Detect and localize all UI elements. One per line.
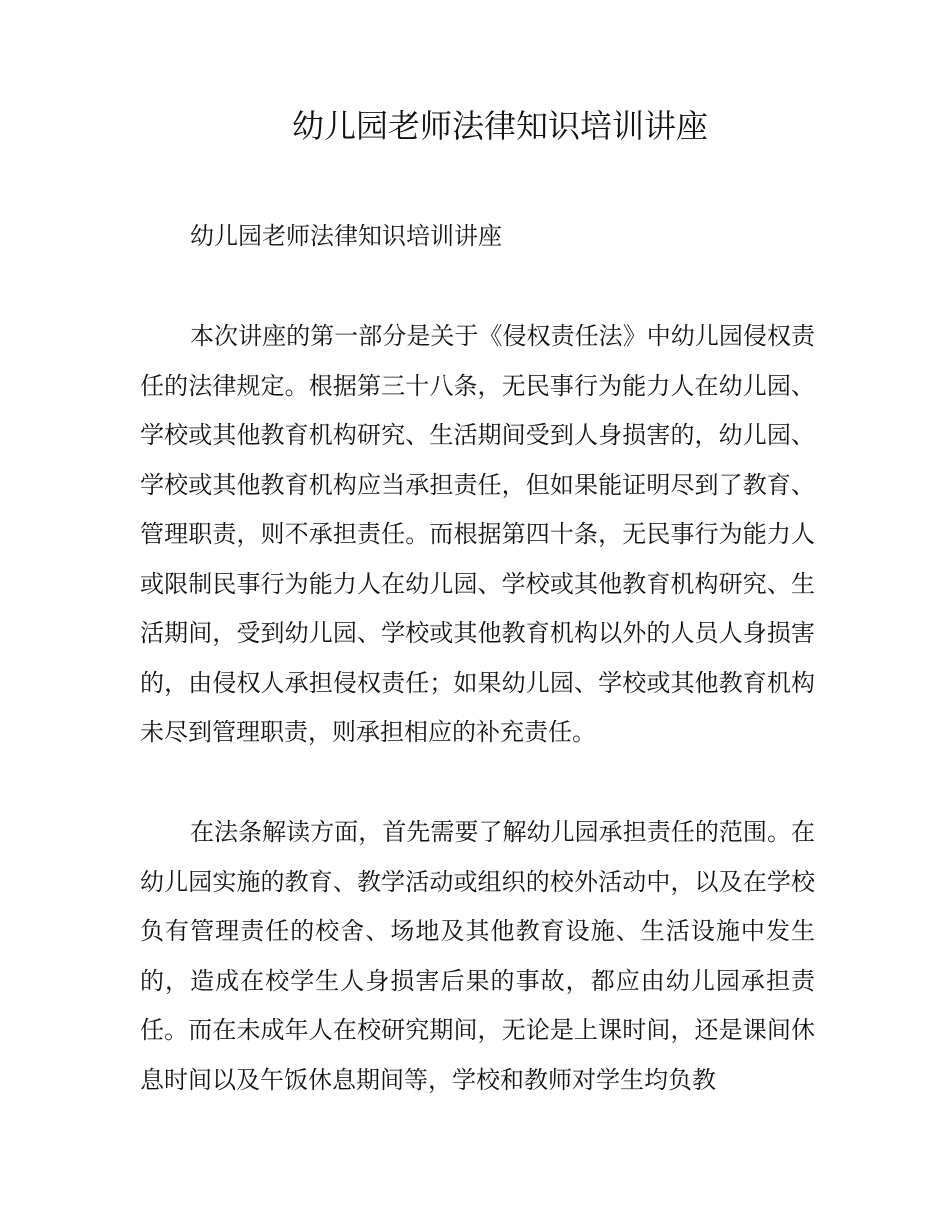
body-paragraph: 在法条解读方面，首先需要了解幼儿园承担责任的范围。在幼儿园实施的教育、教学活动或组织的校外活动中，以及在学校负有管理责任的校舍、场地及其他教育设施、生活设施中发生的，造成在校学生人身损害后果的事故，都应由幼儿园承担责任。而在未成年人在校研究期间，无论是上课时间，还是课间休息时间以及午饭休息期间等，学校和教师对学生均负教 xyxy=(140,818,815,1094)
document-title: 幼儿园老师法律知识培训讲座 xyxy=(291,107,708,145)
document-subtitle: 幼儿园老师法律知识培训讲座 xyxy=(190,222,502,250)
body-paragraph: 本次讲座的第一部分是关于《侵权责任法》中幼儿园侵权责任的法律规定。根据第三十八条，无民事行为能力人在幼儿园、学校或其他教育机构研究、生活期间受到人身损害的，幼儿园、学校或其他教育机构应当承担责任，但如果能证明尽到了教育、管理职责，则不承担责任。而根据第四十条，无民事行为能力人或限制民事行为能力人在幼儿园、学校或其他教育机构研究、生活期间，受到幼儿园、学校或其他教育机构以外的人员人身损害的，由侵权人承担侵权责任；如果幼儿园、学校或其他教育机构未尽到管理职责，则承担相应的补充责任。 xyxy=(140,322,815,746)
